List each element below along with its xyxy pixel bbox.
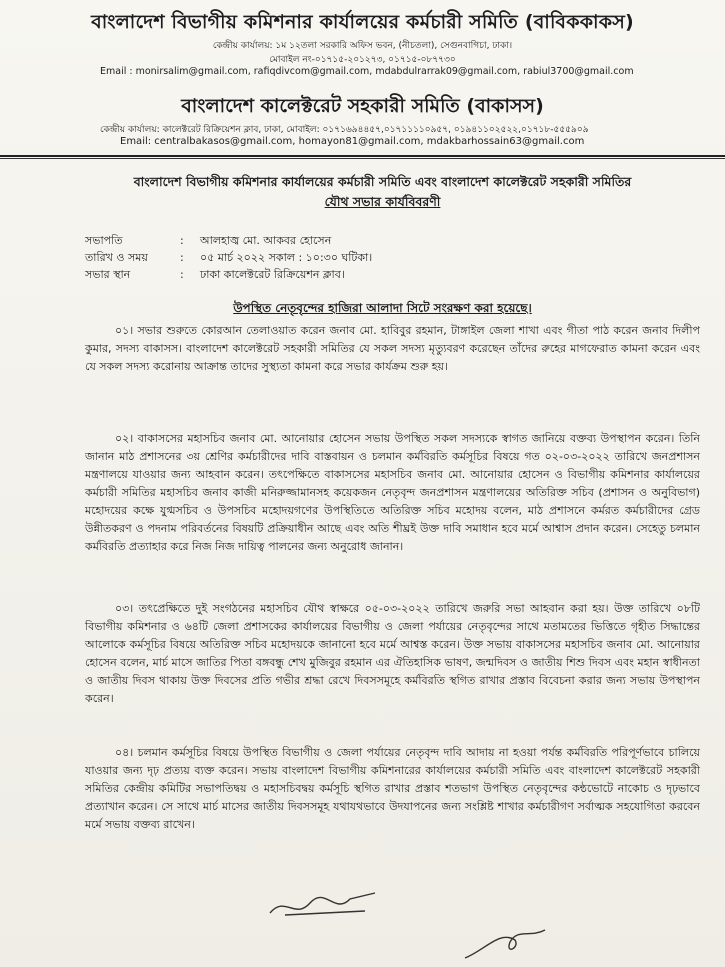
org2-address: কেন্দ্রীয় কার্যালয়: কালেক্টরেট রিক্রিয়েশন ক্লাব, ঢাকা, মোবাইল: ০১৭১৬৯৪৪৫৭,০১৭১১১১০৯৫৭, ০১৯৪১১০২৫২২,০১৭১৮-৫৫৫৯০৯ xyxy=(100,125,589,135)
datetime-value: ০৫ মার্চ ২০২২ সকাল : ১০:৩০ ঘটিকা। xyxy=(200,251,373,264)
meeting-title: বাংলাদেশ বিভাগীয় কমিশনার কার্যালয়ের কর্মচারী সমিতি এবং বাংলাদেশ কালেক্টরেট সহকারী সমিতির xyxy=(133,174,632,189)
colon: : xyxy=(180,251,184,264)
header-divider-thin xyxy=(0,158,725,159)
president-value: আলহাজ্ব মো. আকবর হোসেন xyxy=(200,234,332,247)
venue-label: সভার স্থান xyxy=(85,268,131,281)
venue-value: ঢাকা কালেক্টরেট রিক্রিয়েশন ক্লাব। xyxy=(200,268,345,281)
meeting-subtitle: যৌথ সভার কার্যবিবরণী xyxy=(324,194,441,209)
org1-title: বাংলাদেশ বিভাগীয় কমিশনার কার্যালয়ের কর্মচারী সমিতি (বাবিককাকস) xyxy=(91,11,634,33)
paragraph-3: ০৩। তৎপ্রেক্ষিতে দুই সংগঠনের মহাসচিব যৌথ স্বাক্ষরে ০৫-০৩-২০২২ তারিখে জরুরি সভা আহবান করা হয়। উক্ত তারিখে ০৮টি বিভাগীয় কমিশনার ও ৬৪টি জেলা প্রশাসকের কার্যালয়ের বিভাগীয় ও জেলা পর্যায়ের নেতৃবৃন্দের সাথে মতামতের ভিত্তিতে গৃহীত সিদ্ধান্তের আলোকে কর্মসূচির বিষয়ে অতিরিক্ত সচিব মহোদয়কে জানানো হবে মর্মে আশ্বস্ত করেন। উক্ত সভায় বাকাসসের মহাসচিব জনাব মো. আনোয়ার হোসেন বলেন, মার্চ মাসে জাতির পিতা বঙ্গবন্ধু শেখ মুজিবুর রহমান এর ঐতিহাসিক ভাষণ, জন্মদিবস ও জাতীয় শিশু দিবস এবং মহান স্বাধীনতা ও জাতীয় দিবস থাকায় উক্ত দিবসের প্রতি গভীর শ্রদ্ধা রেখে দিবসসমূহে কর্মবিরতি স্থগিত রাখার প্রস্তাব বিবেচনা করার জন্য সভায় উপস্থাপন করেন। xyxy=(85,602,700,705)
paragraph-1: ০১। সভার শুরুতে কোরআন তেলাওয়াত করেন জনাব মো. হাবিবুর রহমান, টাঙ্গাইল জেলা শাখা এবং গীতা পাঠ করেন জনাব দিলীপ কুমার, সদস্য বাকাসস। বাংলাদেশ কালেক্টরেট সহকারী সমিতির যে সকল সদস্য মৃত্যুবরণ করেছেন তাঁদের রুহের মাগফেরাত কামনা করেন এবং যে সকল সদস্য করোনায় আক্রান্ত তাদের সুস্থ্যতা কামনা করে সভার কার্যক্রম শুরু হয়। xyxy=(85,324,700,373)
signature-2 xyxy=(460,920,550,965)
signature-1 xyxy=(265,885,385,925)
venue-row xyxy=(85,266,345,285)
org2-title: বাংলাদেশ কালেক্টরেট সহকারী সমিতি (বাকাসস) xyxy=(181,95,544,117)
attendance-note: উপস্থিত নেতৃবৃন্দের হাজিরা আলাদা সিটে সংরক্ষণ করা হয়েছে। xyxy=(233,301,532,315)
colon: : xyxy=(180,268,184,281)
org1-mobile: মোবাইল নং-০১৭১৫-২০১২৭৩, ০১৭১৫-০৮৭৭৩০ xyxy=(269,55,456,65)
president-label: সভাপতি xyxy=(85,234,123,247)
paragraph-4: ০৪। চলমান কর্মসূচির বিষয়ে উপস্থিত বিভাগীয় ও জেলা পর্যায়ের নেতৃবৃন্দ দাবি আদায় না হওয়া পর্যন্ত কর্মবিরতি পরিপূর্ণভাবে চালিয়ে যাওয়ার জন্য দৃঢ় প্রত্যয় ব্যক্ত করেন। সভায় বাংলাদেশ বিভাগীয় কমিশনারের কার্যালয়ের কর্মচারী সমিতি এবং বাংলাদেশ কালেক্টরেট সহকারী সমিতির কেন্দ্রীয় কমিটির সভাপতিদ্বয় ও মহাসচিবদ্বয় কর্মসূচি স্থগিত রাখার প্রস্তাব শতভাগ উপস্থিত নেতৃবৃন্দের কন্ঠভোটে নাকোচ ও দৃঢ়ভাবে প্রত্যাখান করেন। সে সাথে মার্চ মাসের জাতীয় দিবসসমূহ যথাযথভাবে উদযাপনের জন্য সংশ্লিষ্ট শাখার কর্মচারীগণ সর্বাত্মক সহযোগিতা করবেন মর্মে সভায় বক্তব্য রাখেন। xyxy=(85,746,700,831)
datetime-label: তারিখ ও সময় xyxy=(85,251,148,264)
paragraph-2: ০২। বাকাসসের মহাসচিব জনাব মো. আনোয়ার হোসেন সভায় উপস্থিত সকল সদস্যকে স্বাগত জানিয়ে বক্তব্য উপস্থাপন করেন। তিনি জানান মাঠ প্রশাসনের ৩য় শ্রেণির কর্মচারীদের দাবি বাস্তবায়ন ও চলমান কর্মবিরতি কর্মসূচির বিষয়ে গত ০২-০৩-২০২২ তারিখে জনপ্রশাসন মন্ত্রণালয়ে যাওয়ার জন্য আহবান করেন। তৎপেক্ষিতে বাকাসসের মহাসচিব জনাব মো. আনোয়ার হোসেন ও বিভাগীয় কমিশনার কার্যালয়ের কর্মচারী সমিতির মহাসচিব জনাব কাজী মনিরুজ্জামানসহ কয়েকজন নেতৃবৃন্দ জনপ্রশাসন মন্ত্রণালয়ের অতিরিক্ত সচিব (প্রশাসন ও অনুবিভাগ) মহোদয়ের কক্ষে যুগ্মসচিব ও উপসচিব মহোদয়গণের উপস্থিতিতে অতিরিক্ত সচিব মহোদয় বলেন, মাঠ প্রশাসনে কর্মরত কর্মচারীদের গ্রেড উন্নীতকরণ ও পদনাম পরিবর্তনের বিষয়টি প্রক্রিয়াধীন আছে এবং অতি শীঘ্রই উক্ত দাবি সমাধান হবে মর্মে আশ্বাস প্রদান করেন। সেহেতু চলমান কর্মবিরতি প্রত্যাহার করে নিজ নিজ দায়িত্ব পালনের জন্য অনুরোধ জানান। xyxy=(85,432,700,553)
org1-address: কেন্দ্রীয় কার্যালয়: ১ম ১২তলা সরকারি অফিস ভবন, (নীচতলা), সেগুনবাগিচা, ঢাকা। xyxy=(212,41,513,51)
colon: : xyxy=(180,234,184,247)
header-divider xyxy=(0,155,725,157)
org2-email: Email: centralbakasos@gmail.com, homayon81@gmail.com, mdakbarhossain63@gmail.com xyxy=(120,136,585,147)
org1-email: Email : monirsalim@gmail.com, rafiqdivcom@gmail.com, mdabdulrarrak09@gmail.com, rabiul3700@gmail.com xyxy=(100,66,634,77)
